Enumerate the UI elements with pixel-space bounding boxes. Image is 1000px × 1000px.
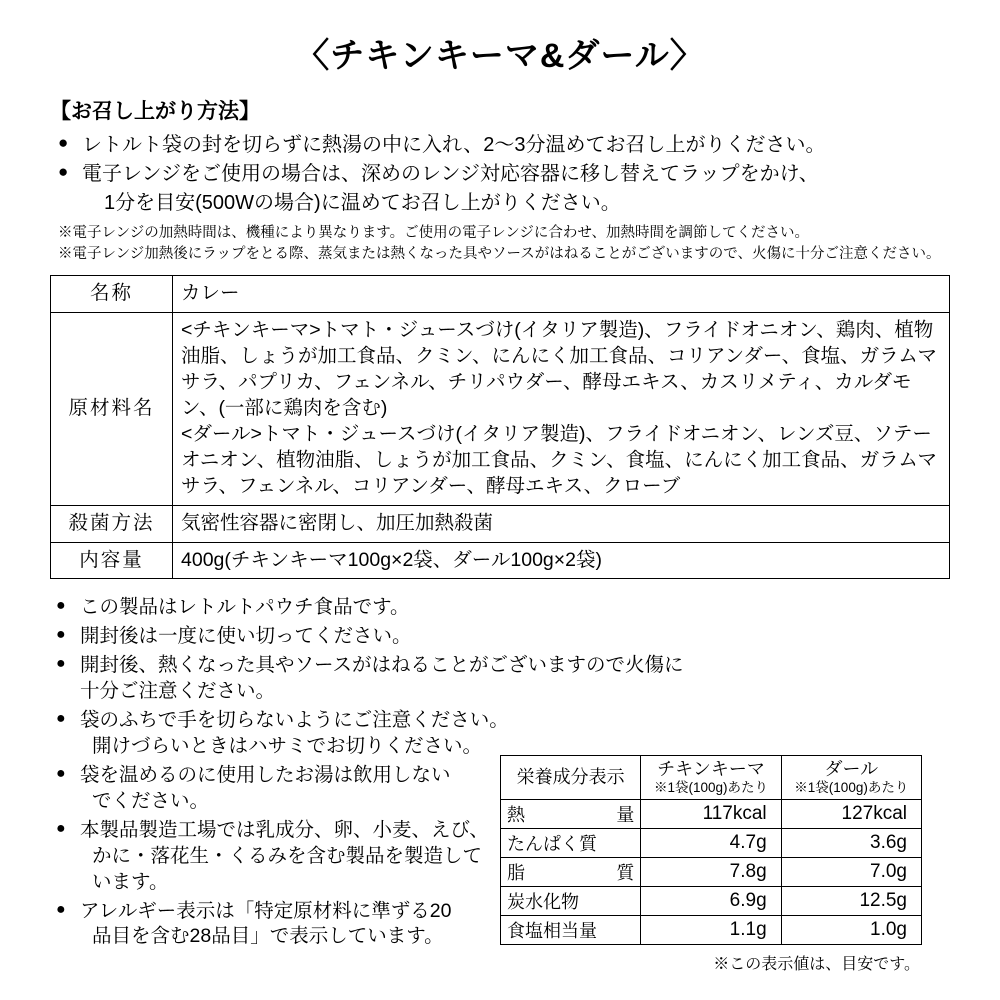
page-title: 〈チキンキーマ&ダール〉 xyxy=(295,37,705,75)
ingredients-dal: <ダール>トマト・ジュースづけ(イタリア製造)、フライドオニオン、レンズ豆、ソテーオニオン、植物油脂、しょうが加工食品、クミン、食塩、にんにく加工食品、ガラムマサラ、フェンネル、コリアンダー、酵母エキス、クローブ xyxy=(181,422,938,497)
row-value: 気密性容器に密閉し、加圧加熱殺菌 xyxy=(173,505,950,542)
nutrition-row-label: 炭水化物 xyxy=(501,887,641,916)
note-line: ※電子レンジ加熱後にラップをとる際、蒸気または熱くなった具やソースがはねることがございますので、火傷に十分ご注意ください。 xyxy=(58,246,941,263)
caution-text: 開封後、熱くなった具やソースがはねることがございますので火傷に十分ご注意ください。 xyxy=(80,654,684,703)
list-item xyxy=(56,595,696,621)
product-info-table xyxy=(50,275,950,579)
column-per: ※1袋(100g)あたり xyxy=(653,779,769,795)
caution-subtext: 品目を含む28品目」で表示しています。 xyxy=(92,925,444,948)
how-to-eat-line: 電子レンジをご使用の場合は、深めのレンジ対応容器に移し替えてラップをかけ、 xyxy=(82,163,819,186)
bullet-icon: ● xyxy=(56,900,66,918)
bullet-icon: ● xyxy=(56,597,66,615)
caution-text: 開封後は一度に使い切ってください。 xyxy=(80,625,412,648)
list-item xyxy=(56,763,526,815)
how-to-eat-line: 1分を目安(500Wの場合)に温めてお召し上がりください。 xyxy=(104,191,621,214)
row-value: 400g(チキンキーマ100g×2袋、ダール100g×2袋) xyxy=(173,542,950,579)
bullet-icon: ● xyxy=(56,626,66,644)
table-row xyxy=(501,887,922,916)
nutrition-value: 7.0g xyxy=(781,858,921,887)
caution-subtext: かに・落花生・くるみを含む製品を製造して xyxy=(92,844,483,867)
caution-text: 袋を温めるのに使用したお湯は飲用しない xyxy=(80,763,451,786)
caution-text: 袋のふちで手を切らないようにご注意ください。 xyxy=(80,709,509,732)
table-row xyxy=(51,276,950,313)
nutrition-value: 3.6g xyxy=(781,829,921,858)
nutrition-footnote: ※この表示値は、目安です。 xyxy=(713,956,920,974)
list-item xyxy=(56,624,696,650)
bullet-icon: ● xyxy=(58,133,69,152)
label-part: 熱 xyxy=(507,805,525,826)
nutrition-value: 12.5g xyxy=(781,887,921,916)
list-item xyxy=(56,818,526,896)
label-part: 脂 xyxy=(507,863,525,884)
nutrition-value: 7.8g xyxy=(641,858,781,887)
table-row xyxy=(51,313,950,505)
how-to-eat-section xyxy=(50,95,950,265)
list-item xyxy=(50,131,950,159)
caution-subtext: でください。 xyxy=(92,789,210,812)
table-row xyxy=(51,542,950,579)
table-row xyxy=(501,800,922,829)
table-row xyxy=(501,858,922,887)
bullet-icon: ● xyxy=(56,655,66,673)
nutrition-table xyxy=(500,755,922,945)
microwave-notes xyxy=(50,223,950,265)
how-to-eat-heading: 【お召し上がり方法】 xyxy=(50,100,260,123)
table-row xyxy=(501,916,922,945)
how-to-eat-list xyxy=(50,131,950,217)
nutrition-column-chicken-keema xyxy=(641,756,781,800)
caution-text: 本製品製造工場では乳成分、卵、小麦、えび、 xyxy=(80,818,489,841)
column-per: ※1袋(100g)あたり xyxy=(794,779,909,795)
nutrition-row-label: 食塩相当量 xyxy=(501,916,641,945)
row-value: カレー xyxy=(173,276,950,313)
nutrition-column-dal xyxy=(781,756,921,800)
row-label: 名称 xyxy=(51,276,173,313)
nutrition-row-label xyxy=(501,800,641,829)
caution-text: この製品はレトルトパウチ食品です。 xyxy=(80,596,410,619)
nutrition-value: 6.9g xyxy=(641,887,781,916)
row-label: 原材料名 xyxy=(51,313,173,505)
label-part: 量 xyxy=(616,805,635,826)
list-item xyxy=(56,653,696,705)
table-row xyxy=(51,505,950,542)
bullet-icon: ● xyxy=(56,710,66,728)
column-name: ダール xyxy=(824,759,879,779)
how-to-eat-line: レトルト袋の封を切らずに熱湯の中に入れ、2～3分温めてお召し上がりください。 xyxy=(82,134,826,156)
nutrition-corner-label: 栄養成分表示 xyxy=(501,756,641,800)
row-value xyxy=(173,313,950,505)
nutrition-value: 1.0g xyxy=(781,916,921,945)
note-line: ※電子レンジの加熱時間は、機種により異なります。ご使用の電子レンジに合わせ、加熱時間を調節してください。 xyxy=(58,225,809,242)
list-item xyxy=(50,160,950,217)
nutrition-section xyxy=(500,755,955,974)
label-part: 質 xyxy=(616,863,635,884)
caution-text: アレルギー表示は「特定原材料に準ずる20 xyxy=(80,899,452,922)
ingredients-chicken-keema: <チキンキーマ>トマト・ジュースづけ(イタリア製造)、フライドオニオン、鶏肉、植物油脂、しょうが加工食品、クミン、にんにく加工食品、コリアンダー、食塩、ガラムマサラ、パプリカ、フェンネル、チリパウダー、酵母エキス、カスリメティ、カルダモン、(一部に鶏肉を含む) xyxy=(181,319,938,419)
caution-subtext: います。 xyxy=(92,870,169,893)
row-label: 内容量 xyxy=(51,542,173,579)
nutrition-value: 117kcal xyxy=(641,800,781,829)
list-item xyxy=(56,899,526,951)
column-name: チキンキーマ xyxy=(657,759,765,779)
bullet-icon: ● xyxy=(56,819,66,837)
nutrition-value: 127kcal xyxy=(781,800,921,829)
caution-subtext: 開けづらいときはハサミでお切りください。 xyxy=(92,735,483,758)
list-item xyxy=(56,708,696,760)
nutrition-value: 4.7g xyxy=(641,829,781,858)
nutrition-row-label: たんぱく質 xyxy=(501,829,641,858)
row-label: 殺菌方法 xyxy=(51,505,173,542)
bullet-icon: ● xyxy=(56,764,66,782)
nutrition-row-label xyxy=(501,858,641,887)
table-row xyxy=(501,756,922,800)
table-row xyxy=(501,829,922,858)
bullet-icon: ● xyxy=(58,162,69,182)
nutrition-value: 1.1g xyxy=(641,916,781,945)
